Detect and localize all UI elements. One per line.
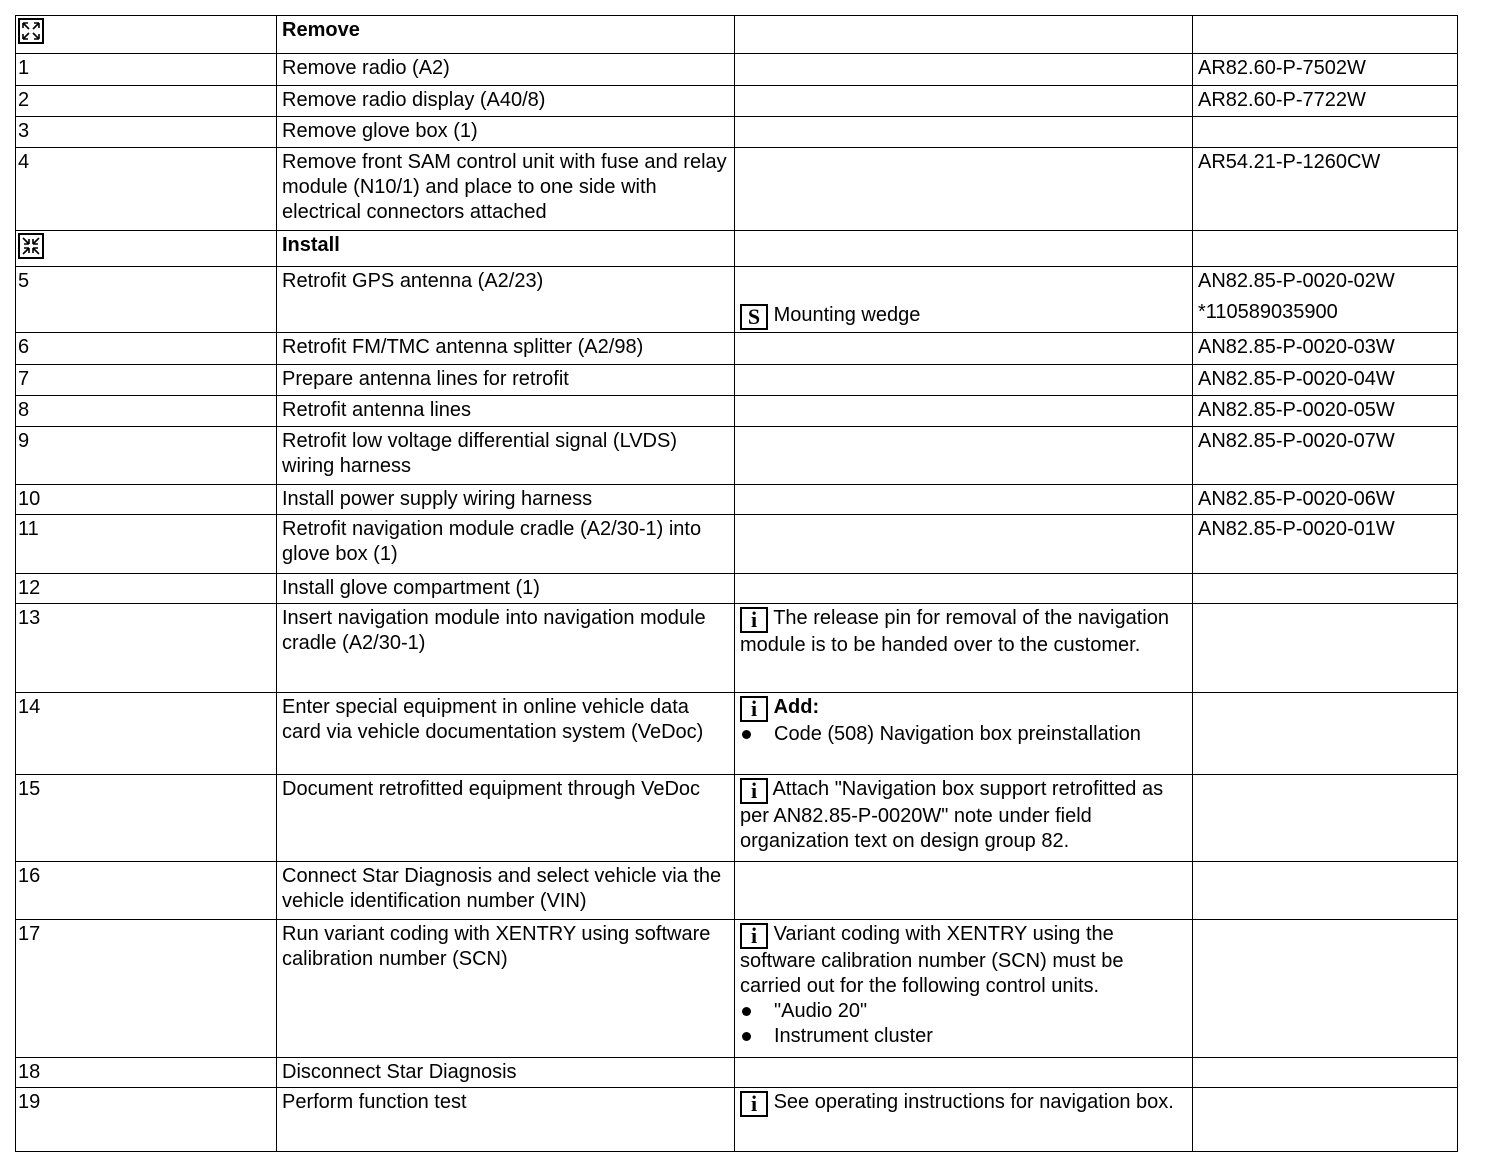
table-row — [16, 86, 1458, 117]
step-description: Insert navigation module into navigation module cradle (A2/30-1) — [277, 604, 735, 693]
step-number: 14 — [16, 693, 277, 775]
step-number: 4 — [16, 148, 277, 231]
table-row — [16, 427, 1458, 485]
step-description: Install glove compartment (1) — [277, 574, 735, 604]
table-row — [16, 396, 1458, 427]
table-row — [16, 775, 1458, 862]
info-icon: i — [740, 923, 768, 949]
document-ref[interactable]: AR54.21-P-1260CW — [1193, 148, 1458, 231]
part-number: *110589035900 — [1198, 301, 1338, 323]
step-description: Remove radio display (A40/8) — [277, 86, 735, 117]
document-ref[interactable]: AR82.60-P-7722W — [1193, 86, 1458, 117]
document-ref[interactable]: AN82.85-P-0020-02W — [1198, 270, 1395, 292]
step-number: 16 — [16, 862, 277, 920]
step-number: 7 — [16, 365, 277, 396]
tool-note: Mounting wedge — [773, 304, 921, 326]
info-icon: i — [740, 696, 768, 722]
tool-icon: S — [740, 304, 768, 330]
document-ref[interactable]: AN82.85-P-0020-07W — [1193, 427, 1458, 485]
table-row — [16, 920, 1458, 1058]
table-row — [16, 515, 1458, 574]
table-row — [16, 862, 1458, 920]
table-row — [16, 365, 1458, 396]
step-description: Enter special equipment in online vehicle data card via vehicle documentation system (VeDoc) — [277, 693, 735, 775]
document-ref[interactable]: AN82.85-P-0020-05W — [1193, 396, 1458, 427]
note-text: The release pin for removal of the navigation module is to be handed over to the customer. — [740, 607, 1169, 656]
step-description: Document retrofitted equipment through VeDoc — [277, 775, 735, 862]
procedure-table — [15, 15, 1458, 1152]
table-row — [16, 693, 1458, 775]
step-number: 3 — [16, 117, 277, 148]
note-text: See operating instructions for navigation box. — [773, 1091, 1174, 1113]
table-row — [16, 485, 1458, 515]
table-row — [16, 604, 1458, 693]
table-row — [16, 117, 1458, 148]
note-text: Variant coding with XENTRY using the software calibration number (SCN) must be carried out for the following control units. — [740, 923, 1124, 997]
step-number: 5 — [16, 267, 277, 333]
table-row — [16, 1058, 1458, 1088]
step-number: 10 — [16, 485, 277, 515]
document-ref[interactable]: AR82.60-P-7502W — [1193, 54, 1458, 86]
step-number: 11 — [16, 515, 277, 574]
step-description: Remove front SAM control unit with fuse and relay module (N10/1) and place to one side with electrical connectors attached — [277, 148, 735, 231]
step-number: 17 — [16, 920, 277, 1058]
step-number: 15 — [16, 775, 277, 862]
step-number: 6 — [16, 333, 277, 365]
step-number: 19 — [16, 1088, 277, 1152]
bullet-item: Code (508) Navigation box preinstallation — [740, 722, 1187, 747]
section-title-install: Install — [277, 231, 735, 267]
step-description: Install power supply wiring harness — [277, 485, 735, 515]
section-title-remove: Remove — [277, 16, 735, 54]
table-row — [16, 54, 1458, 86]
step-description: Remove radio (A2) — [277, 54, 735, 86]
document-ref[interactable]: AN82.85-P-0020-06W — [1193, 485, 1458, 515]
expand-arrows-icon — [18, 18, 44, 44]
step-description: Remove glove box (1) — [277, 117, 735, 148]
step-number: 9 — [16, 427, 277, 485]
document-ref[interactable]: AN82.85-P-0020-03W — [1193, 333, 1458, 365]
step-description: Disconnect Star Diagnosis — [277, 1058, 735, 1088]
section-header-remove — [16, 16, 1458, 54]
step-description: Prepare antenna lines for retrofit — [277, 365, 735, 396]
table-row — [16, 574, 1458, 604]
step-description: Retrofit FM/TMC antenna splitter (A2/98) — [277, 333, 735, 365]
step-description: Retrofit GPS antenna (A2/23) — [277, 267, 735, 333]
bullet-item: "Audio 20" — [740, 999, 1187, 1024]
step-number: 8 — [16, 396, 277, 427]
step-number: 12 — [16, 574, 277, 604]
step-number: 2 — [16, 86, 277, 117]
info-icon: i — [740, 607, 768, 633]
step-description: Perform function test — [277, 1088, 735, 1152]
step-description: Retrofit low voltage differential signal (LVDS) wiring harness — [277, 427, 735, 485]
info-icon: i — [740, 1091, 768, 1117]
bullet-item: Instrument cluster — [740, 1024, 1187, 1049]
step-description: Connect Star Diagnosis and select vehicle via the vehicle identification number (VIN) — [277, 862, 735, 920]
info-icon: i — [740, 778, 768, 804]
table-row — [16, 1088, 1458, 1152]
step-description: Retrofit antenna lines — [277, 396, 735, 427]
section-header-install — [16, 231, 1458, 267]
step-description: Retrofit navigation module cradle (A2/30-1) into glove box (1) — [277, 515, 735, 574]
document-ref[interactable]: AN82.85-P-0020-04W — [1193, 365, 1458, 396]
document-ref[interactable]: AN82.85-P-0020-01W — [1193, 515, 1458, 574]
step-description: Run variant coding with XENTRY using software calibration number (SCN) — [277, 920, 735, 1058]
collapse-arrows-icon — [18, 233, 44, 259]
step-number: 18 — [16, 1058, 277, 1088]
note-heading: Add: — [773, 696, 820, 718]
table-row — [16, 148, 1458, 231]
table-row — [16, 267, 1458, 333]
step-number: 13 — [16, 604, 277, 693]
note-text: Attach "Navigation box support retrofitted as per AN82.85-P-0020W" note under field organization text on design group 82. — [740, 778, 1164, 852]
table-row — [16, 333, 1458, 365]
step-number: 1 — [16, 54, 277, 86]
